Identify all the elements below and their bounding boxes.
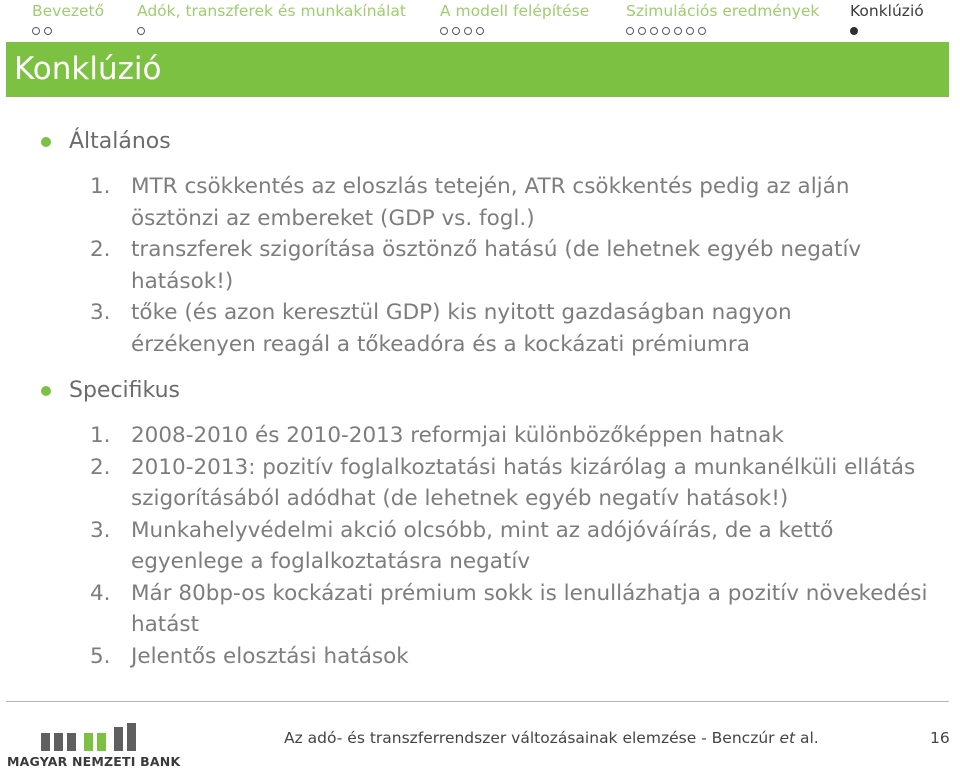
nav-dot-icon[interactable] xyxy=(662,27,670,35)
logo-bar xyxy=(41,733,50,751)
nav-dot-icon[interactable] xyxy=(698,27,706,35)
item-text: tőke (és azon keresztül GDP) kis nyitott gazdaságban nagyon érzékenyen reagál a tőkeadóra és a kockázati prémiumra xyxy=(131,300,792,357)
item-number: 4. xyxy=(90,580,111,606)
nav-section-title: Adók, transzferek és munkakínálat xyxy=(137,2,406,20)
list-item xyxy=(90,297,880,360)
item-text: 2008-2010 és 2010-2013 reformjai különbözőképpen hatnak xyxy=(131,423,784,448)
nav-section-konkluzio[interactable] xyxy=(850,2,924,36)
item-number: 3. xyxy=(90,517,111,543)
list-item xyxy=(90,641,935,673)
list-item xyxy=(90,452,935,515)
nav-section-dots xyxy=(32,25,104,36)
nav-dot-icon[interactable] xyxy=(674,27,682,35)
nav-section-adok[interactable] xyxy=(137,2,406,36)
item-text: transzferek szigorítása ösztönző hatású (de lehetnek egyéb negatív hatások!) xyxy=(131,237,862,294)
item-number: 3. xyxy=(90,300,111,325)
citation-suffix: al. xyxy=(795,729,819,747)
nav-dot-icon[interactable] xyxy=(626,27,634,35)
bullet-specific xyxy=(41,378,180,403)
item-number: 2. xyxy=(90,454,111,480)
item-text: 2010-2013: pozitív foglalkoztatási hatás kizárólag a munkanélküli ellátás szigorításából adódhat (de lehetnek egyéb negatív hatások!) xyxy=(131,454,916,511)
footer-divider xyxy=(6,701,949,702)
logo-text: MAGYAR NEMZETI BANK xyxy=(7,754,181,769)
footer-citation xyxy=(284,729,819,747)
logo-bar xyxy=(54,733,63,751)
logo-bar xyxy=(127,723,136,751)
nav-dot-icon[interactable] xyxy=(850,27,858,35)
section-navigation xyxy=(0,0,960,42)
list-item xyxy=(90,515,935,578)
nav-section-title: Bevezető xyxy=(32,2,105,20)
logo-bar xyxy=(84,733,93,751)
item-text: MTR csökkentés az eloszlás tetején, ATR csökkentés pedig az alján ösztönzi az embereket (GDP vs. fogl.) xyxy=(131,174,850,231)
specific-list xyxy=(90,420,935,672)
page-number: 16 xyxy=(930,729,950,747)
nav-section-modell[interactable] xyxy=(440,2,589,36)
item-text: Munkahelyvédelmi akció olcsóbb, mint az adójóváírás, de a kettő egyenlege a foglalkoztatásra negatív xyxy=(131,517,834,574)
bullet-heading: Specifikus xyxy=(69,378,180,403)
nav-section-title: Konklúzió xyxy=(850,2,924,20)
nav-section-dots xyxy=(850,25,924,36)
nav-dot-icon[interactable] xyxy=(650,27,658,35)
item-number: 1. xyxy=(90,174,111,199)
citation-italic: et xyxy=(779,729,796,747)
nav-dot-icon[interactable] xyxy=(32,27,40,35)
nav-dot-icon[interactable] xyxy=(137,27,145,35)
nav-dot-icon[interactable] xyxy=(44,27,52,35)
nav-section-dots xyxy=(137,25,406,36)
item-number: 5. xyxy=(90,643,111,669)
nav-dot-icon[interactable] xyxy=(440,27,448,35)
list-item xyxy=(90,578,935,641)
slide-title: Konklúzió xyxy=(14,51,162,87)
citation-text: Az adó- és transzferrendszer változásainak elemzése - Benczúr xyxy=(284,729,780,747)
bullet-general xyxy=(41,129,171,154)
nav-section-title: Szimulációs eredmények xyxy=(626,2,820,20)
nav-dot-icon[interactable] xyxy=(476,27,484,35)
list-item xyxy=(90,171,880,234)
nav-dot-icon[interactable] xyxy=(464,27,472,35)
logo-bar xyxy=(67,733,76,751)
nav-section-dots xyxy=(626,25,819,36)
logo-bar xyxy=(97,733,106,751)
item-text: Jelentős elosztási hatások xyxy=(131,643,409,669)
mnb-logo xyxy=(6,711,181,769)
nav-section-dots xyxy=(440,25,589,36)
nav-dot-icon[interactable] xyxy=(686,27,694,35)
item-number: 2. xyxy=(90,237,111,262)
nav-section-title: A modell felépítése xyxy=(440,2,590,20)
bullet-dot-icon xyxy=(41,386,51,396)
item-text: Már 80bp-os kockázati prémium sokk is lenullázhatja a pozitív növekedési hatást xyxy=(131,580,928,637)
item-number: 1. xyxy=(90,423,111,448)
nav-dot-icon[interactable] xyxy=(638,27,646,35)
list-item xyxy=(90,420,935,452)
nav-section-bevezeto[interactable] xyxy=(32,2,104,36)
bullet-heading: Általános xyxy=(69,129,171,154)
logo-bar xyxy=(114,727,123,751)
nav-dot-icon[interactable] xyxy=(452,27,460,35)
bullet-dot-icon xyxy=(41,137,51,147)
title-banner xyxy=(6,42,949,97)
general-list xyxy=(90,171,880,360)
list-item xyxy=(90,234,880,297)
nav-section-szimulacio[interactable] xyxy=(626,2,819,36)
